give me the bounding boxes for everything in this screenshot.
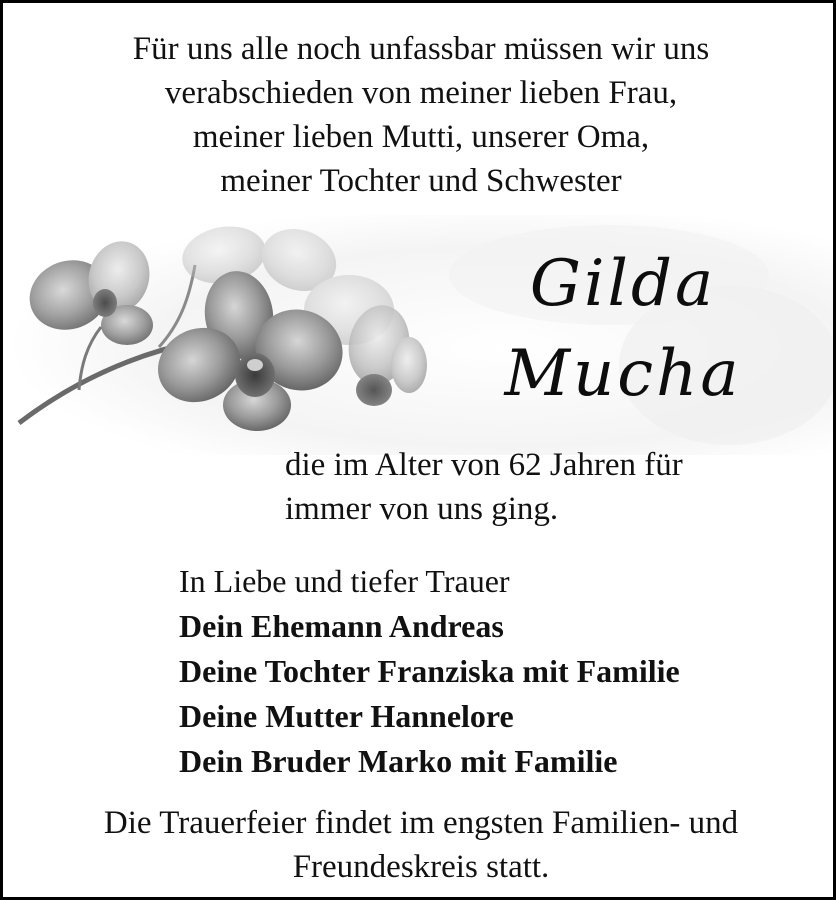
mourner-name: Deine Tochter Franziska mit Familie [179,653,680,689]
intro-text [3,27,836,203]
deceased-last-name: Mucha [504,337,742,411]
intro-line: verabschieden von meiner lieben Frau, [164,75,678,111]
mourner-name: Dein Ehemann Andreas [179,608,504,644]
deceased-first-name: Gilda [529,247,717,321]
age-statement [285,443,683,531]
closing-line: Freundeskreis statt. [292,849,550,885]
age-line: immer von uns ging. [285,491,559,527]
closing-line: Die Trauerfeier findet im engsten Familien- und [103,805,739,841]
closing-note [3,801,836,889]
mourners-intro: In Liebe und tiefer Trauer [179,563,510,599]
mourners-block [179,559,680,784]
intro-line: meiner lieben Mutti, unserer Oma, [192,119,650,155]
mourner-name: Dein Bruder Marko mit Familie [179,743,618,779]
intro-line: Für uns alle noch unfassbar müssen wir uns [132,31,710,67]
age-line: die im Alter von 62 Jahren für [285,447,683,483]
intro-line: meiner Tochter und Schwester [220,163,622,199]
mourner-name: Deine Mutter Hannelore [179,698,514,734]
